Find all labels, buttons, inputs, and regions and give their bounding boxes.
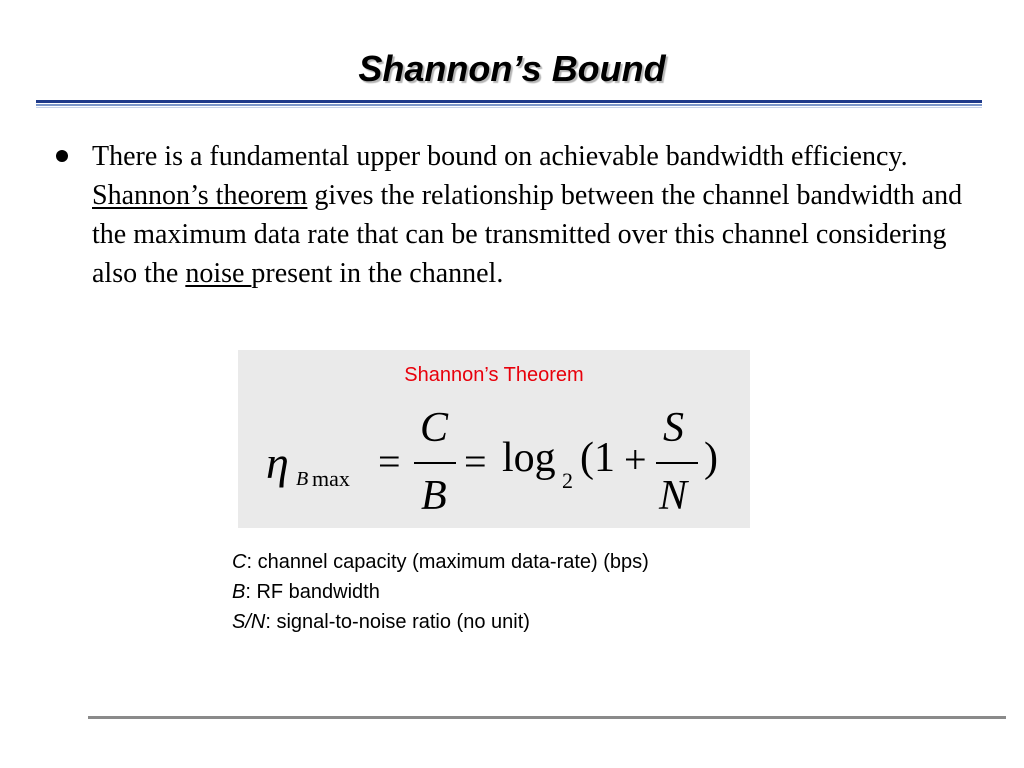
formula-denominator-b: B	[421, 473, 447, 519]
bullet-dot-icon	[56, 150, 68, 162]
legend-desc: : RF bandwidth	[245, 581, 380, 603]
formula-numerator-s: S	[663, 405, 684, 451]
formula-plus: +	[624, 437, 647, 482]
title-underline-mid	[36, 104, 982, 106]
bullet-text	[92, 137, 972, 293]
formula-open-paren-one: (1	[580, 435, 615, 481]
slide-title: Shannon’s Bound	[358, 48, 666, 89]
formula-numerator-c: C	[420, 405, 449, 451]
legend-item-b	[232, 577, 649, 607]
legend-symbol: B	[232, 581, 246, 603]
variable-legend	[232, 547, 649, 637]
bullet-text-part-2: gives the relationship between the channel bandwidth and the maximum data rate that can be transmitted over this channel considering also the	[92, 180, 963, 289]
formula-sub-max: max	[312, 466, 350, 491]
formula-log-base: 2	[562, 468, 573, 493]
bullet-text-part-1: There is a fundamental upper bound on achievable bandwidth efficiency.	[92, 141, 908, 172]
formula-equals-2: =	[464, 439, 487, 484]
title-underline-light	[36, 107, 982, 108]
theorem-label: Shannon’s Theorem	[404, 364, 584, 386]
title-underline-dark	[36, 100, 982, 103]
theorem-box	[238, 350, 750, 528]
legend-item-sn	[232, 607, 649, 637]
noise-link[interactable]: noise	[185, 258, 252, 289]
legend-desc: : channel capacity (maximum data-rate) (bps)	[246, 551, 649, 573]
shannon-formula	[238, 398, 750, 518]
legend-symbol: C	[232, 551, 247, 573]
formula-equals-1: =	[378, 439, 401, 484]
formula-sub-b: B	[296, 468, 309, 490]
bullet-text-part-3: present in the channel.	[251, 258, 504, 289]
legend-symbol: S/N	[232, 611, 266, 633]
formula-log: log	[502, 435, 556, 481]
footer-divider	[88, 716, 1006, 719]
title-underline	[36, 100, 982, 109]
formula-eta: η	[266, 437, 289, 488]
legend-item-c	[232, 547, 649, 577]
formula-close-paren: )	[704, 435, 718, 481]
formula-fraction-bar-2	[656, 462, 698, 464]
formula-fraction-bar-1	[414, 462, 456, 464]
legend-desc: : signal-to-noise ratio (no unit)	[265, 611, 530, 633]
formula-denominator-n: N	[659, 473, 688, 519]
shannon-theorem-link[interactable]: Shannon’s theorem	[92, 180, 308, 211]
